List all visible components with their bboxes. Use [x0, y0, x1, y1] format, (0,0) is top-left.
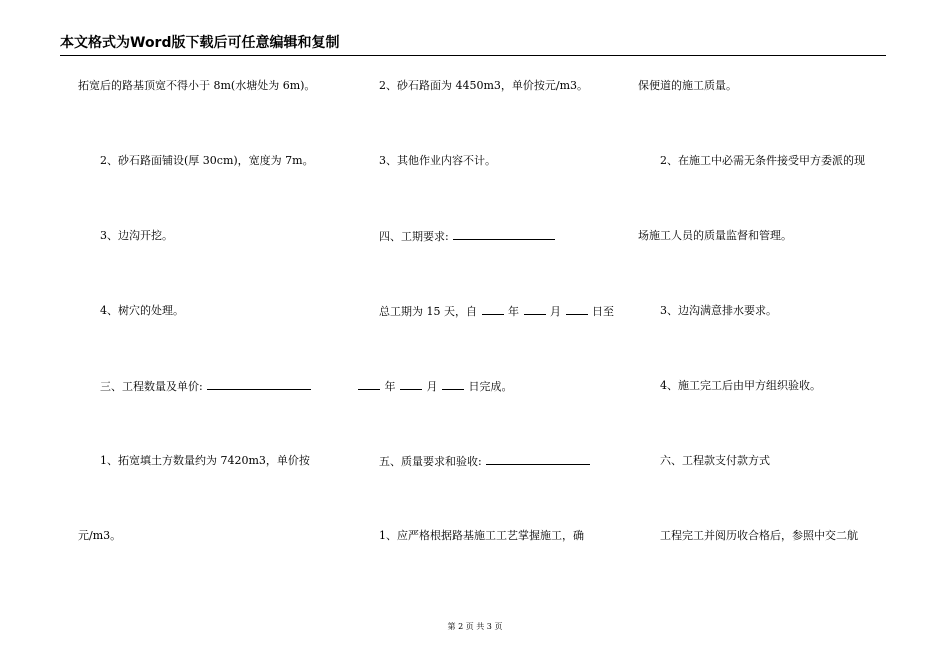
fill-blank[interactable] — [486, 454, 590, 465]
text-line: 工程完工并阅历收合格后，参照中交二航 — [660, 529, 858, 542]
section-heading — [379, 454, 591, 469]
text-line: 3、边沟满意排水要求。 — [660, 304, 777, 317]
text-line: 2、砂石路面为 4450m3，单价按元/m3。 — [379, 79, 589, 92]
text-line: 4、施工完工后由甲方组织验收。 — [660, 379, 821, 392]
line-text: 日至 — [592, 305, 614, 318]
line-text: 日完成。 — [468, 380, 513, 393]
text-line: 3、其他作业内容不计。 — [379, 154, 496, 167]
text-line — [379, 304, 614, 319]
line-text: 月 — [550, 305, 561, 318]
text-line: 场施工人员的质量监督和管理。 — [638, 229, 792, 242]
heading-text: 四、工期要求: — [379, 230, 449, 243]
section-heading: 六、工程款支付款方式 — [660, 454, 770, 467]
heading-text: 五、质量要求和验收: — [379, 455, 482, 468]
text-line — [357, 379, 513, 394]
line-text: 年 — [508, 305, 519, 318]
text-line: 2、砂石路面铺设(厚 30cm)，宽度为 7m。 — [100, 154, 314, 167]
section-heading — [100, 379, 312, 394]
line-text: 年 — [384, 380, 396, 393]
text-line: 3、边沟开挖。 — [100, 229, 173, 242]
fill-blank[interactable] — [524, 304, 546, 315]
text-line: 拓宽后的路基顶宽不得小于 8m(水塘处为 6m)。 — [78, 79, 316, 92]
text-line: 1、拓宽填土方数量约为 7420m3，单价按 — [100, 454, 310, 467]
text-line: 4、树穴的处理。 — [100, 304, 184, 317]
header-title: 本文格式为Word版下载后可任意编辑和复制 — [60, 35, 340, 51]
text-line: 2、在施工中必需无条件接受甲方委派的现 — [660, 154, 865, 167]
fill-blank[interactable] — [400, 379, 422, 390]
fill-blank[interactable] — [358, 379, 380, 390]
heading-text: 三、工程数量及单价: — [100, 380, 203, 393]
fill-blank[interactable] — [453, 229, 555, 240]
page-footer — [0, 622, 950, 632]
line-text: 总工期为 15 天，自 — [379, 305, 477, 318]
page-number: 第 2 页 共 3 页 — [447, 622, 503, 631]
document-header — [60, 34, 886, 56]
fill-blank[interactable] — [442, 379, 464, 390]
text-line: 元/m3。 — [78, 529, 122, 542]
line-text: 月 — [426, 380, 438, 393]
fill-blank[interactable] — [482, 304, 504, 315]
fill-blank[interactable] — [566, 304, 588, 315]
text-line: 1、应严格根据路基施工工艺掌握施工，确 — [379, 529, 584, 542]
section-heading — [379, 229, 556, 244]
text-line: 保便道的施工质量。 — [638, 79, 737, 92]
fill-blank[interactable] — [207, 379, 311, 390]
